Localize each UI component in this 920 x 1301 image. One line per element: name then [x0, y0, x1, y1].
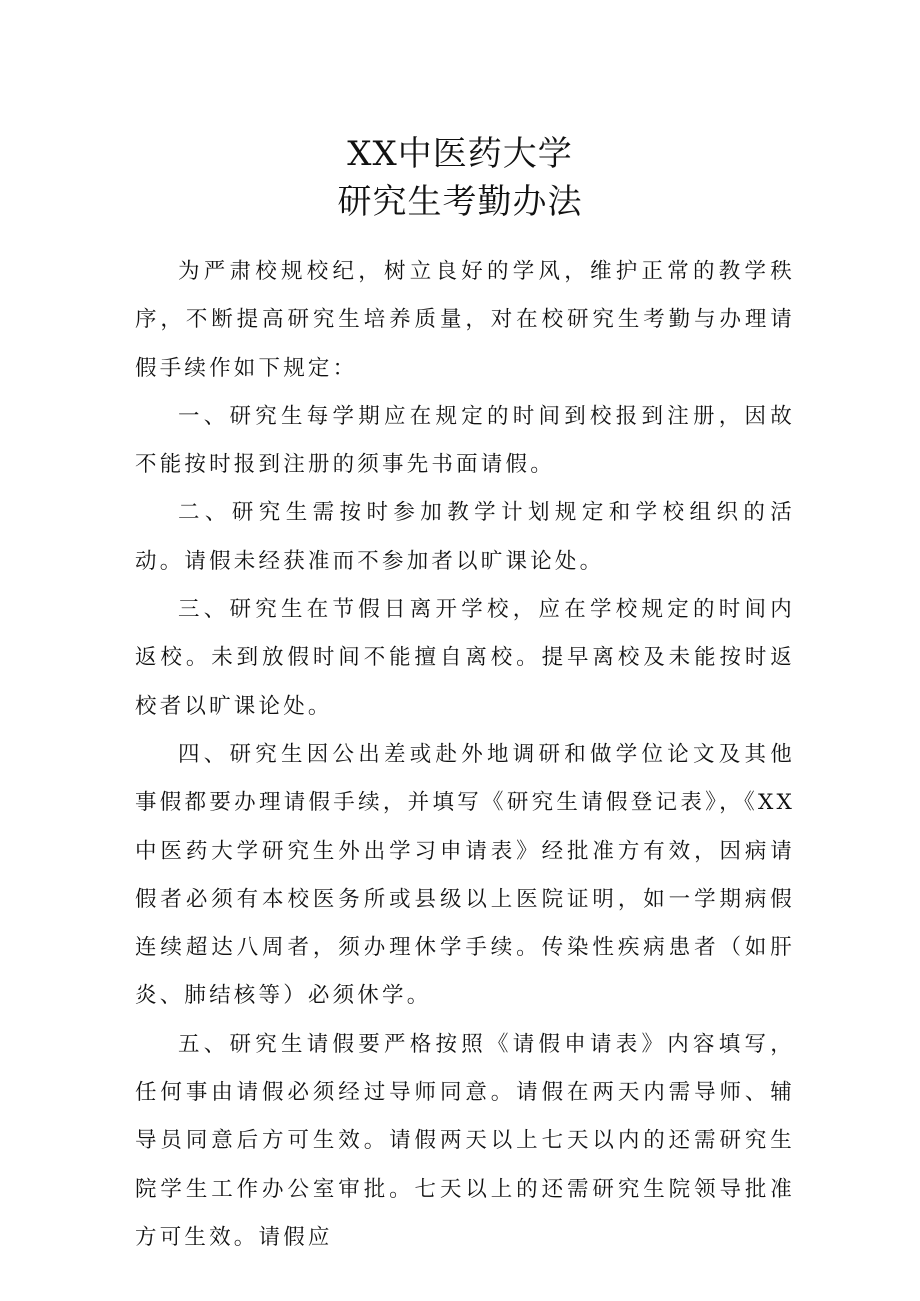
document-title: [0, 130, 920, 226]
paragraph-article-4: 四、研究生因公出差或赴外地调研和做学位论文及其他事假都要办理请假手续，并填写《研究生请假登记表》，《XX中医药大学研究生外出学习申请表》经批准方有效，因病请假者必须有本校医务所或县级以上医院证明，如一学期病假连续超达八周者，须办理休学手续。传染性疾病患者（如肝炎、肺结核等）必须休学。: [135, 741, 795, 1009]
title-regulation: 研究生考勤办法: [337, 182, 583, 222]
document-body: [135, 248, 795, 1262]
paragraph-intro: 为严肃校规校纪，树立良好的学风，维护正常的教学秩序，不断提高研究生培养质量，对在校研究生考勤与办理请假手续作如下规定：: [135, 259, 795, 381]
paragraph-article-5: 五、研究生请假要严格按照《请假申请表》内容填写，任何事由请假必须经过导师同意。请假在两天内需导师、辅导员同意后方可生效。请假两天以上七天以内的还需研究生院学生工作办公室审批。七天以上的还需研究生院领导批准方可生效。请假应: [135, 1031, 795, 1250]
title-university: XX中医药大学: [347, 134, 573, 174]
paragraph-article-2: 二、研究生需按时参加教学计划规定和学校组织的活动。请假未经获准而不参加者以旷课论处。: [135, 500, 795, 574]
paragraph-article-1: 一、研究生每学期应在规定的时间到校报到注册，因故不能按时报到注册的须事先书面请假。: [135, 403, 795, 478]
paragraph-article-3: 三、研究生在节假日离开学校，应在学校规定的时间内返校。未到放假时间不能擅自离校。提早离校及未能按时返校者以旷课论处。: [135, 597, 795, 719]
